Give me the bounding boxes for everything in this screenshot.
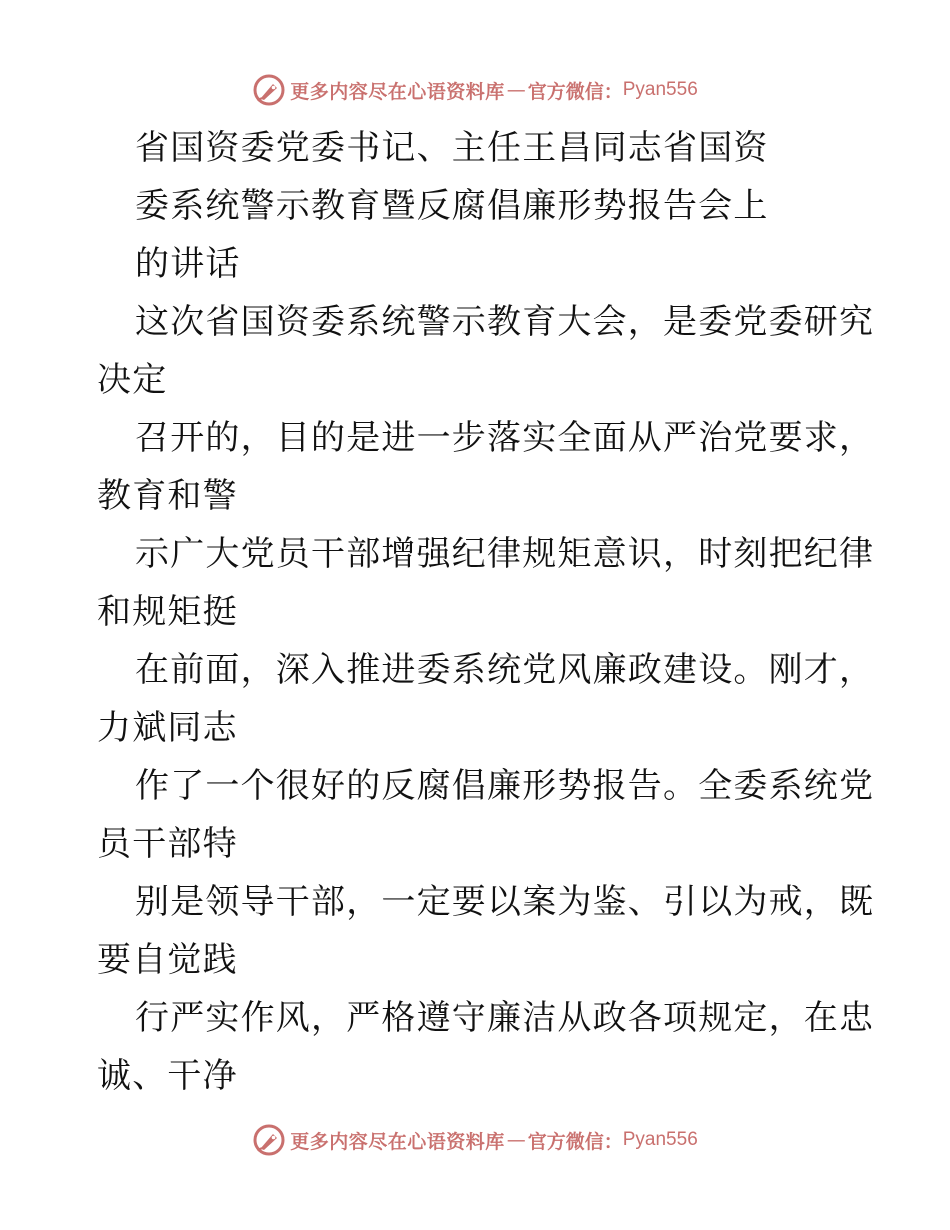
title-line-2: 委系统警示教育暨反腐倡廉形势报告会上 — [135, 186, 769, 226]
body-line: 力斌同志 — [97, 708, 238, 748]
body-line: 行严实作风，严格遵守廉洁从政各项规定，在忠 — [135, 998, 875, 1038]
body-line: 在前面，深入推进委系统党风廉政建设。刚才， — [135, 650, 875, 690]
pen-nib-icon — [252, 73, 286, 107]
body-line: 示广大党员干部增强纪律规矩意识，时刻把纪律 — [135, 534, 875, 574]
watermark-slogan: 更多内容尽在心语资料库 — [290, 1130, 505, 1153]
body-line: 员干部特 — [97, 824, 238, 864]
body-line: 诚、干净 — [97, 1056, 238, 1096]
body-line: 作了一个很好的反腐倡廉形势报告。全委系统党 — [135, 766, 875, 806]
body-line: 和规矩挺 — [97, 592, 238, 632]
watermark-slogan: 更多内容尽在心语资料库 — [290, 80, 505, 103]
watermark-wechat-label: 官方微信： — [527, 80, 623, 103]
watermark-wechat-id: Pyan556 — [622, 1129, 698, 1150]
body-line: 这次省国资委系统警示教育大会，是委党委研究 — [135, 302, 875, 342]
body-line: 要自觉践 — [97, 940, 238, 980]
header-watermark — [0, 70, 950, 110]
watermark-separator: — — [506, 1129, 526, 1151]
footer-watermark — [0, 1120, 950, 1160]
body-line: 决定 — [97, 360, 168, 400]
watermark-wechat-label: 官方微信： — [527, 1130, 623, 1153]
title-line-1: 省国资委党委书记、主任王昌同志省国资 — [135, 128, 769, 168]
watermark-wechat-id: Pyan556 — [622, 79, 698, 100]
body-line: 召开的，目的是进一步落实全面从严治党要求， — [135, 418, 875, 458]
body-line: 别是领导干部，一定要以案为鉴、引以为戒，既 — [135, 882, 875, 922]
watermark-separator: — — [506, 79, 526, 101]
title-line-3: 的讲话 — [135, 244, 241, 284]
pen-nib-icon — [252, 1123, 286, 1157]
body-line: 教育和警 — [97, 476, 238, 516]
